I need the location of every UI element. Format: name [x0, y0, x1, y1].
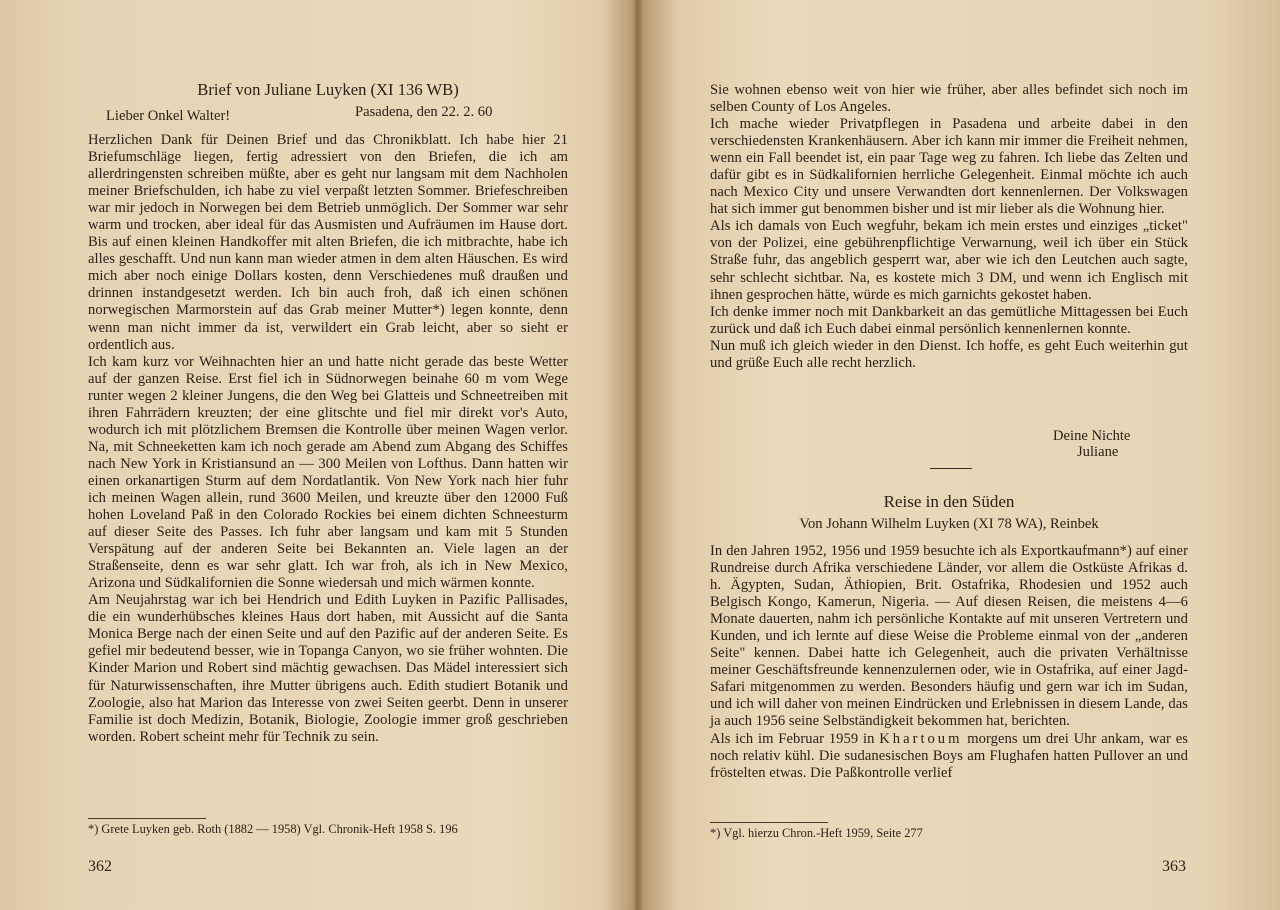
paragraph: Am Neujahrstag war ich bei Hendrich und Edith Luyken in Pazific Pallisades, die ein wunderhübsches kleines Haus dort haben, mit Aussicht auf die Santa Monica Berge nach der einen Seite und auf den Pazific auf der anderen Seite. Es gefiel mir bedeutend besser, wie in Topanga Canyon, wo sie früher wohnten. Die Kinder Marion und Robert sind mächtig gewachsen. Das Mädel interessiert sich für Naturwissenschaften, ihre Mutter übrigens auch. Edith studiert Botanik und Zoologie, also hat Marion das Interesse von zwei Seiten geerbt. Denn in unserer Familie ist doch Medizin, Botanik, Biologie, Zoologie immer groß geschrieben worden. Robert scheint mehr für Technik zu sein.: [88, 592, 568, 745]
left-body-text: [88, 132, 568, 746]
footnote-rule: [88, 818, 206, 819]
footnote: *) Vgl. hierzu Chron.-Heft 1959, Seite 277: [710, 826, 923, 840]
text-run: Als ich im Februar 1959 in: [710, 730, 875, 747]
paragraph: Ich denke immer noch mit Dankbarkeit an das gemütliche Mittagessen bei Euch zurück und daß ich Euch dabei einmal persönlich kennenlernen konnte.: [710, 303, 1188, 337]
left-page: [0, 0, 636, 910]
right-page: [640, 0, 1280, 910]
paragraph: Herzlichen Dank für Deinen Brief und das Chronikblatt. Ich habe hier 21 Briefumschläge liegen, fertig adressiert von den Briefen, die ich am allerdringensten schreiben müßte, aber es geht nur langsam mit dem Nachholen meiner Briefschulden, ich habe zu viel verpaßt letzten Sommer. Briefeschreiben war mir jedoch in Norwegen bei dem Betrieb unmöglich. Der Sommer war sehr warm und trocken, aber ideal für das Ausmisten und Aufräumen im Hause dort. Bis auf einen kleinen Handkoffer mit alten Briefen, die ich mitbrachte, habe ich alles geschafft. Und nun kann man wieder atmen in dem alten Häuschen. Es wird mich aber noch einige Dollars kosten, denn Verschiedenes muß draußen und drinnen instandgesetzt werden. Ich bin auch froh, daß ich einen schönen norwegischen Marmorstein auf das Grab meiner Mutter*) legen konnte, denn wenn man nicht immer da ist, verwildert ein Grab leicht, aber so sieht er ordentlich aus.: [88, 132, 568, 353]
paragraph: Nun muß ich gleich wieder in den Dienst. Ich hoffe, es geht Euch weiterhin gut und grüße Euch alle recht herzlich.: [710, 337, 1188, 371]
paragraph: Als ich damals von Euch wegfuhr, bekam ich mein erstes und einziges „ticket" von der Polizei, eine gebührenpflichtige Verwarnung, weil ich über ein Stück Straße fuhr, das angeblich gesperrt war, aber wie ich den Leutchen auch sagte, sehr schlecht sichtbar. Na, es kostete mich 3 DM, und wenn ich Englisch mit ihnen gesprochen hätte, würde es mich garnichts gekostet haben.: [710, 218, 1188, 303]
section-separator: [930, 468, 972, 469]
article-byline: Von Johann Wilhelm Luyken (XI 78 WA), Reinbek: [799, 516, 1099, 532]
footnote: *) Grete Luyken geb. Roth (1882 — 1958) Vgl. Chronik-Heft 1958 S. 196: [88, 822, 458, 836]
paragraph: [710, 731, 1188, 782]
paragraph: Sie wohnen ebenso weit von hier wie früher, aber alles befindet sich noch im selben County of Los Angeles.: [710, 82, 1188, 116]
signature: Juliane: [1077, 444, 1119, 460]
footnote-rule: [710, 822, 828, 823]
article-title: Reise in den Süden: [883, 492, 1015, 511]
page-number: 363: [1162, 858, 1186, 875]
right-body-text-bottom: [710, 543, 1188, 782]
text-run: morgens um drei Uhr ankam, war es noch relativ kühl. Die sudanesischen Boys am Flughafen hatten Pullover an und fröstelten etwas. Die Paßkontrolle verlief: [710, 730, 1188, 781]
letter-title: Brief von Juliane Luyken (XI 136 WB): [197, 80, 459, 99]
spaced-place-name: Khartoum: [879, 730, 963, 747]
page-number: 362: [88, 858, 112, 875]
closing: Deine Nichte: [1053, 428, 1131, 444]
salutation: Lieber Onkel Walter!: [106, 108, 231, 124]
paragraph: Ich mache wieder Privatpflegen in Pasadena und arbeite dabei in den verschiedensten Krankenhäusern. Aber ich kann mir immer die Freiheit nehmen, wenn ein Fall beendet ist, ein paar Tage weg zu fahren. Ich liebe das Zelten und dafür gibt es in Südkalifornien herrliche Gelegenheit. Einmal möchte ich auch nach Mexico City und unsere Verwandten dort kennenlernen. Der Volkswagen hat sich immer gut benommen bisher und ist mir lieber als die Wohnung hier.: [710, 116, 1188, 218]
paragraph: Ich kam kurz vor Weihnachten hier an und hatte nicht gerade das beste Wetter auf der ganzen Reise. Erst fiel ich in Südnorwegen beinahe 60 m vom Wege runter wegen 2 kleiner Jungens, die den Weg bei Glatteis und Schneetreiben mit ihren Fahrrädern kreuzten; der eine glitschte und fiel mir direkt vor's Auto, wodurch ich mit plötzlichem Bremsen die Kontrolle über meinen Wagen verlor. Na, mit Schneeketten kam ich noch gerade am Abend zum Abgang des Schiffes nach New York in Kristiansund an — 300 Meilen von Lofthus. Dann hatten wir einen orkanartigen Sturm auf dem Nordatlantik. Von New York nach hier fuhr ich meinen Wagen allein, rund 3600 Meilen, und kreuzte über den 12000 Fuß hohen Loveland Paß in den Colorado Rockies bei einem dichten Schneesturm auf dieser Seite des Passes. Ich fuhr aber langsam und kam mit 5 Stunden Verspätung auf der anderen Seite bei Bekannten an. Viele lagen an der Straßenseite, denn es war sehr glatt. Ich war froh, als ich in New Mexico, Arizona und Südkalifornien die Sonne wiedersah und mich wärmen konnte.: [88, 353, 568, 592]
right-body-text-top: [710, 82, 1188, 372]
paragraph: In den Jahren 1952, 1956 und 1959 besuchte ich als Exportkaufmann*) auf einer Rundreise durch Afrika verschiedene Länder, vor allem die Ostküste Afrikas d. h. Ägypten, Sudan, Äthiopien, Brit. Ostafrika, Rhodesien und 1952 auch Belgisch Kongo, Kamerun, Nigeria. — Auf diesen Reisen, die meistens 4—6 Monate dauerten, nahm ich persönliche Kontakte auf mit unseren Vertretern und Kunden, und ich lernte auf diese Weise die Probleme einmal von der „anderen Seite" kennen. Dabei hatte ich Gelegenheit, auch die privaten Verhältnisse meiner Geschäftsfreunde kennenzulernen oder, wie in Ostafrika, auf einer Jagd-Safari mitgenommen zu werden. Besonders häufig und gern war ich im Sudan, und ich will daher von meinen Eindrücken und Erlebnissen in diesem Lande, das ja auch 1956 seine Selbständigkeit bekommen hat, berichten.: [710, 543, 1188, 730]
dateline: Pasadena, den 22. 2. 60: [355, 104, 493, 120]
